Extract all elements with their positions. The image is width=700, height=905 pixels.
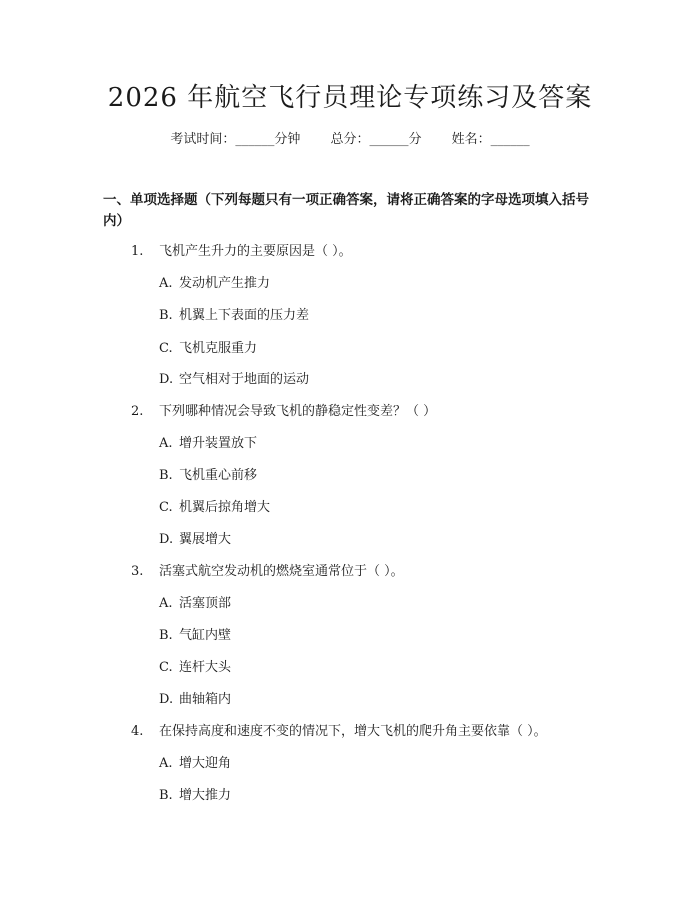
option-text: 增大推力 bbox=[179, 788, 232, 803]
option-letter: C. bbox=[159, 500, 173, 515]
question-1-option-d bbox=[159, 370, 309, 390]
option-letter: A. bbox=[159, 596, 173, 611]
option-letter: D. bbox=[159, 692, 174, 707]
option-text: 机翼上下表面的压力差 bbox=[179, 308, 310, 323]
question-3-option-b bbox=[159, 626, 231, 646]
question-2 bbox=[131, 402, 436, 422]
option-text: 气缸内壁 bbox=[179, 628, 232, 643]
question-3 bbox=[131, 562, 404, 582]
question-number: 1. bbox=[131, 244, 144, 259]
question-3-option-a bbox=[159, 594, 231, 614]
question-4 bbox=[131, 722, 547, 742]
question-2-option-b bbox=[159, 466, 257, 486]
option-text: 曲轴箱内 bbox=[179, 692, 232, 707]
question-1-option-c bbox=[159, 339, 257, 359]
option-text: 飞机重心前移 bbox=[179, 468, 258, 483]
question-text: 下列哪种情况会导致飞机的静稳定性变差？（ ） bbox=[159, 404, 437, 419]
option-letter: B. bbox=[159, 308, 173, 323]
option-letter: B. bbox=[159, 468, 173, 483]
option-letter: C. bbox=[159, 660, 173, 675]
question-1-option-b bbox=[159, 306, 309, 326]
question-4-option-a bbox=[159, 754, 231, 774]
option-text: 飞机克服重力 bbox=[179, 341, 258, 356]
question-text: 飞机产生升力的主要原因是（ ）。 bbox=[159, 244, 352, 259]
option-letter: C. bbox=[159, 341, 173, 356]
option-text: 空气相对于地面的运动 bbox=[179, 372, 310, 387]
student-name-field: 姓名：______ bbox=[451, 132, 530, 147]
option-letter: B. bbox=[159, 628, 173, 643]
option-text: 活塞顶部 bbox=[179, 596, 232, 611]
option-letter: B. bbox=[159, 788, 173, 803]
option-letter: D. bbox=[159, 532, 174, 547]
option-letter: D. bbox=[159, 372, 174, 387]
section-heading: 一、单项选择题（下列每题只有一项正确答案，请将正确答案的字母选项填入括号内） bbox=[103, 192, 589, 229]
total-score-field: 总分：______分 bbox=[330, 132, 422, 147]
page-title: 2026 年航空飞行员理论专项练习及答案 bbox=[107, 83, 593, 113]
question-number: 3. bbox=[131, 564, 144, 579]
question-2-option-d bbox=[159, 530, 231, 550]
option-text: 增大迎角 bbox=[179, 756, 232, 771]
question-4-option-b bbox=[159, 786, 231, 806]
exam-info-line bbox=[0, 130, 700, 150]
question-number: 2. bbox=[131, 404, 144, 419]
question-3-option-d bbox=[159, 690, 231, 710]
option-text: 连杆大头 bbox=[179, 660, 232, 675]
question-3-option-c bbox=[159, 658, 231, 678]
option-text: 机翼后掠角增大 bbox=[179, 500, 271, 515]
option-text: 翼展增大 bbox=[179, 532, 232, 547]
option-letter: A. bbox=[159, 436, 173, 451]
question-text: 活塞式航空发动机的燃烧室通常位于（ ）。 bbox=[159, 564, 404, 579]
option-text: 增升装置放下 bbox=[179, 436, 258, 451]
question-2-option-a bbox=[159, 434, 257, 454]
option-letter: A. bbox=[159, 756, 173, 771]
question-1 bbox=[131, 242, 352, 262]
question-1-option-a bbox=[159, 274, 270, 294]
question-text: 在保持高度和速度不变的情况下，增大飞机的爬升角主要依靠（ ）。 bbox=[159, 724, 547, 739]
question-2-option-c bbox=[159, 498, 270, 518]
question-number: 4. bbox=[131, 724, 144, 739]
exam-time-field: 考试时间：______分钟 bbox=[170, 132, 301, 147]
option-letter: A. bbox=[159, 276, 173, 291]
option-text: 发动机产生推力 bbox=[179, 276, 271, 291]
